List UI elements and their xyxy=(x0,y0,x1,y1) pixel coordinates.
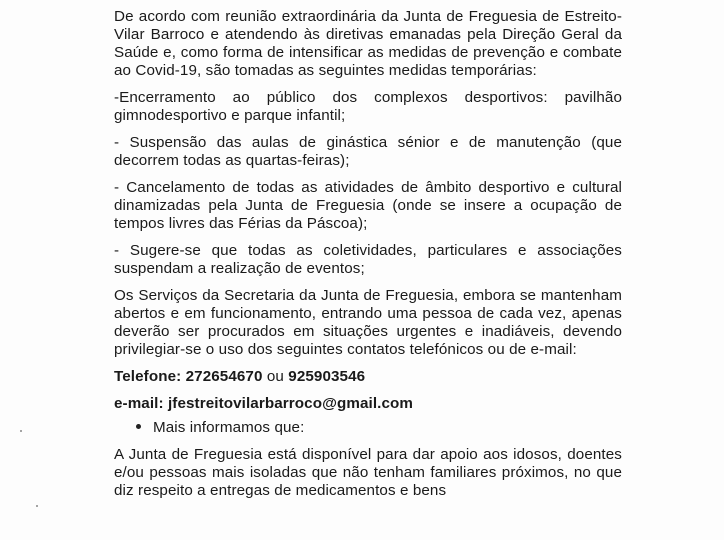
bullet-item xyxy=(114,419,622,437)
scan-speck xyxy=(20,430,22,432)
phone-line xyxy=(114,368,622,386)
bullet-icon xyxy=(136,424,141,429)
support-paragraph: A Junta de Freguesia está disponível para dar apoio aos idosos, doentes e/ou pessoas mais isoladas que não tenham familiares próximos, no que diz respeito a entregas de medicamentos e bens xyxy=(114,446,622,499)
measure-item: -Encerramento ao público dos complexos desportivos: pavilhão gimnodesportivo e parque infantil; xyxy=(114,89,622,124)
email-address: jfestreitovilarbarroco@gmail.com xyxy=(167,395,414,412)
email-label: e-mail: xyxy=(114,395,164,412)
phone-label: Telefone: xyxy=(114,368,182,385)
bullet-text: Mais informamos que: xyxy=(153,419,305,436)
intro-paragraph: De acordo com reunião extraordinária da Junta de Freguesia de Estreito-Vilar Barroco e atendendo às diretivas emanadas pela Direção Geral da Saúde e, como forma de intensificar as medidas de prevenção e combate ao Covid-19, são tomadas as seguintes medidas temporárias: xyxy=(114,8,622,79)
phone-number-1: 272654670 xyxy=(185,368,263,385)
measure-item: - Cancelamento de todas as atividades de âmbito desportivo e cultural dinamizadas pela Junta de Freguesia (onde se insere a ocupação de tempos livres das Férias da Páscoa); xyxy=(114,179,622,232)
phone-or: ou xyxy=(266,368,284,385)
services-paragraph: Os Serviços da Secretaria da Junta de Freguesia, embora se mantenham abertos e em funcionamento, entrando uma pessoa de cada vez, apenas deverão ser procurados em situações urgentes e inadiáveis, devendo privilegiar-se o uso dos seguintes contatos telefónicos ou de e-mail: xyxy=(114,287,622,358)
measure-item: - Sugere-se que todas as coletividades, particulares e associações suspendam a realização de eventos; xyxy=(114,242,622,277)
document-body xyxy=(114,8,622,509)
email-line xyxy=(114,395,622,413)
scan-speck xyxy=(36,505,38,507)
phone-number-2: 925903546 xyxy=(288,368,366,385)
measure-item: - Suspensão das aulas de ginástica sénior e de manutenção (que decorrem todas as quartas-feiras); xyxy=(114,134,622,169)
